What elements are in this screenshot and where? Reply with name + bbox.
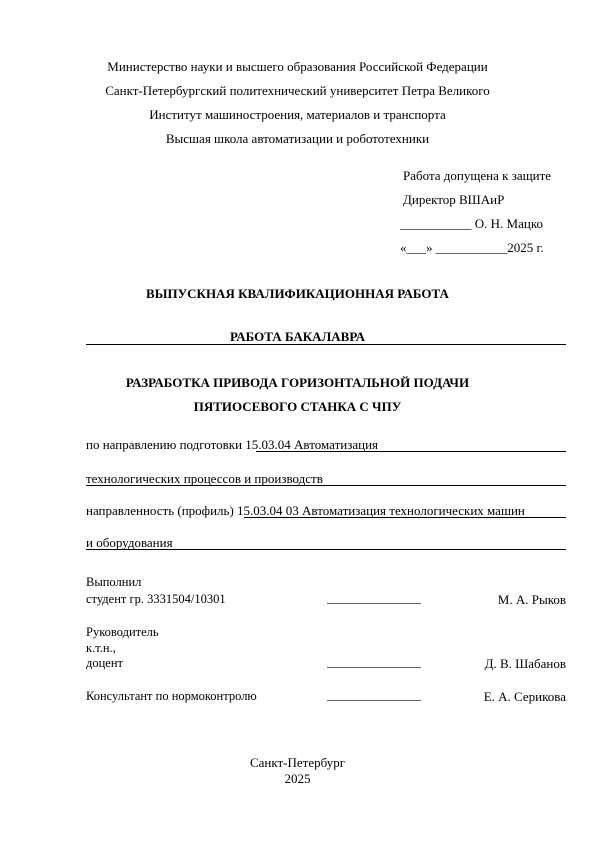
degree-underline	[86, 344, 566, 345]
ministry-line: Министерство науки и высшего образования Российской Федерации	[107, 59, 488, 74]
direction-value-2: технологических процессов и производств	[86, 471, 323, 486]
performer-name: М. А. Рыков	[497, 592, 566, 607]
direction-value: 15.03.04 Автоматизация	[245, 437, 379, 452]
profile-field	[86, 504, 525, 517]
consultant-role: Консультант по нормоконтролю	[86, 689, 257, 703]
profile-underline-2	[86, 549, 566, 550]
direction-label: по направлению подготовки	[86, 437, 243, 452]
performer-signature-line: _______________	[327, 591, 421, 605]
approval-date: «___» ___________2025 г.	[400, 240, 544, 255]
profile-value-2: и оборудования	[86, 535, 173, 550]
supervisor-name: Д. В. Шабанов	[484, 656, 566, 671]
profile-label: направленность (профиль)	[86, 503, 234, 518]
topic-line-2: ПЯТИОСЕВОГО СТАНКА С ЧПУ	[193, 399, 402, 414]
supervisor-signature-line: _______________	[327, 655, 421, 669]
footer-city: Санкт-Петербург	[249, 755, 346, 770]
topic-line-1: РАЗРАБОТКА ПРИВОДА ГОРИЗОНТАЛЬНОЙ ПОДАЧИ	[125, 375, 470, 390]
consultant-signature-line: _______________	[327, 688, 421, 702]
degree-title: РАБОТА БАКАЛАВРА	[230, 329, 365, 344]
direction-field	[86, 438, 378, 451]
footer-year: 2025	[284, 771, 311, 786]
approval-admitted: Работа допущена к защите	[403, 168, 552, 183]
supervisor-role-1: Руководитель	[86, 625, 159, 639]
institute-line: Институт машиностроения, материалов и транспорта	[149, 107, 446, 122]
performer-role-2: студент гр. 3331504/10301	[86, 592, 226, 606]
direction-underline-1	[256, 451, 566, 452]
school-line: Высшая школа автоматизации и робототехники	[165, 131, 430, 146]
approval-director: Директор ВШАиР	[403, 192, 505, 207]
work-type-title: ВЫПУСКНАЯ КВАЛИФИКАЦИОННАЯ РАБОТА	[146, 286, 449, 301]
consultant-name: Е. А. Серикова	[483, 689, 566, 704]
university-line: Санкт-Петербургский политехнический университет Петра Великого	[105, 83, 490, 98]
supervisor-role-2: к.т.н.,	[86, 641, 116, 655]
direction-underline-2	[86, 485, 566, 486]
approval-signature: ___________ О. Н. Мацко	[400, 216, 543, 231]
profile-underline-1	[244, 517, 566, 518]
performer-role-1: Выполнил	[86, 575, 142, 589]
profile-value: 15.03.04 03 Автоматизация технологических машин	[237, 503, 525, 518]
supervisor-role-3: доцент	[86, 656, 123, 670]
